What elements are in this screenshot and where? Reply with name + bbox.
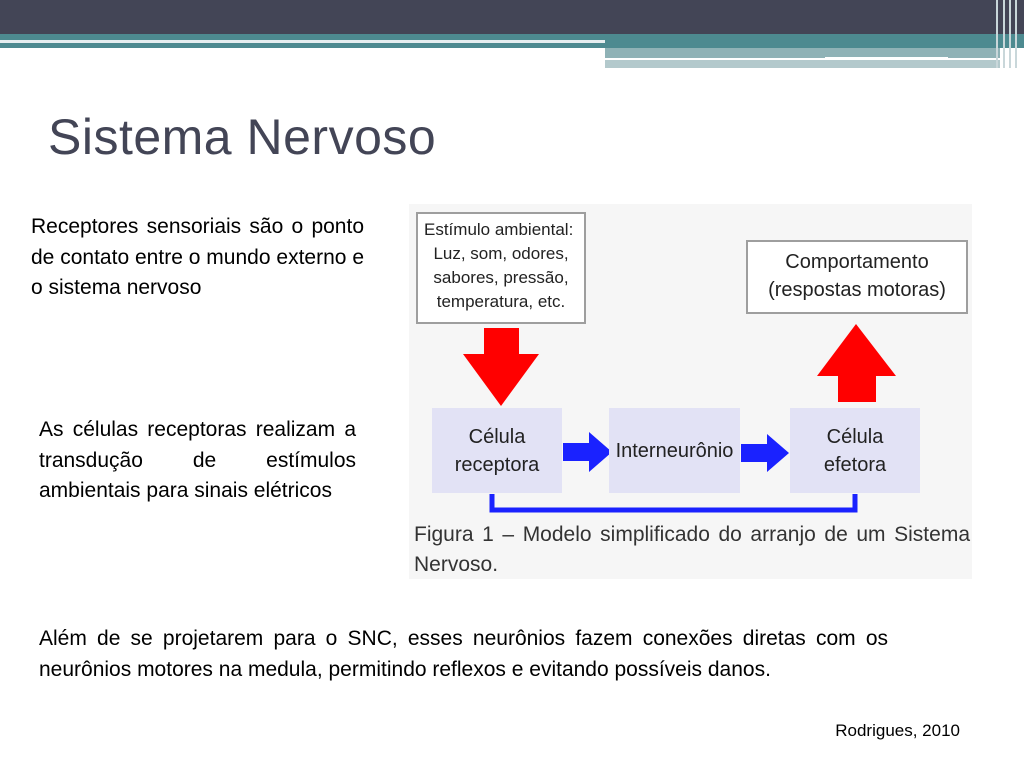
red-up-arrow-icon xyxy=(817,324,896,402)
stimulus-line: Luz, som, odores, xyxy=(433,244,569,263)
cells-paragraph: As células receptoras realizam a transdução de estímulos ambientais para sinais elétricos xyxy=(39,418,356,502)
connector-line xyxy=(492,494,855,510)
credit-text: Rodrigues, 2010 xyxy=(835,721,960,740)
interneuron-label: Interneurônio xyxy=(615,439,734,462)
blue-right-arrow-icon xyxy=(741,434,789,472)
blue-right-arrow-icon xyxy=(563,432,612,472)
stimulus-heading: Estímulo ambiental: xyxy=(424,220,574,239)
slide-title: Sistema Nervoso xyxy=(48,109,437,165)
stimulus-line: temperatura, etc. xyxy=(436,292,566,311)
figure-caption: Figura 1 – Modelo simplificado do arranjo de um Sistema Nervoso. xyxy=(414,523,970,576)
behavior-line: (respostas motoras) xyxy=(768,279,946,301)
interneuron-box xyxy=(609,408,740,493)
effector-cell-box xyxy=(790,408,920,493)
behavior-line: Comportamento xyxy=(785,251,929,273)
receptor-cell-line: receptora xyxy=(454,453,540,476)
red-down-arrow-icon xyxy=(463,328,539,406)
effector-cell-line: Célula xyxy=(826,425,884,448)
effector-cell-line: efetora xyxy=(823,453,887,476)
receptors-paragraph: Receptores sensoriais são o ponto de contato entre o mundo externo e o sistema nervoso xyxy=(31,215,364,299)
stimulus-line: sabores, pressão, xyxy=(433,268,569,287)
receptor-cell-box xyxy=(432,408,562,493)
receptor-cell-line: Célula xyxy=(468,425,526,448)
reflex-paragraph: Além de se projetarem para o SNC, esses neurônios fazem conexões diretas com os neurônios motores na medula, permitindo reflexos e evitando possíveis danos. xyxy=(39,627,888,681)
